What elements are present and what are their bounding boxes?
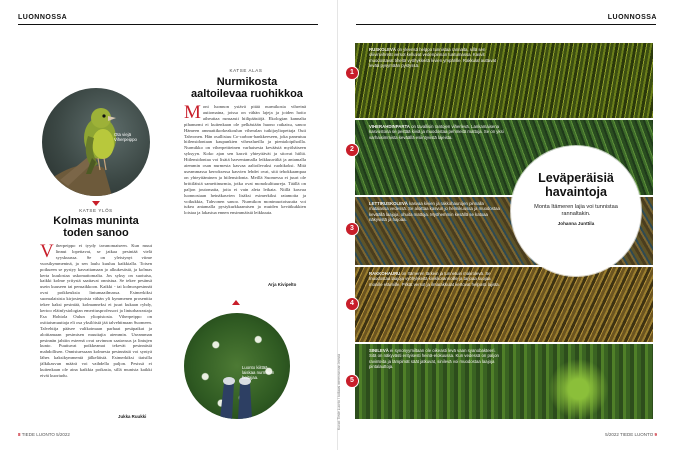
story2-body [184, 104, 306, 278]
story1-text: iherpeippo ei tyydy tavanomaiseen. Kun muut linnut lopettavat, se jatkaa pesintää vielä syyskuussa. Se on yleistynyt viime vuosikymmeninä, ja sen laulu kuuluu kaikkialla. Toisen poikueen se pystyy kasvattamaan jo alkukesästä, ja kolmas kerta kuulostaa uskomattomalta. Jos syksy on suotuisa, kaikki kolme yritystä saattavat onnistua. Se tekee pesänsä usein kuuseen tai pensaikkoon. Kaikki - tai kolmospesinnät ovat poikkeuksia lintumaailmassa. Esimerkiksi suomalaisista kirjosiepoista vähän yli kymmenen prosenttia tekee kaksi pesintää, kolmanneksi ei juuri kukaan ryhdy, kertoo eläinfysiologian emeritusprofessori ja linturharrastaja Esa Hohtola Oulun yliopistosta. Viherpeippo on osittaismuuttaja eli osa yksilöistä jää talvehtimaan Suomeen. Talvehtija pääsee valikoimaan parhaat pesäpaikat ja aloittamaan pesimisen muuttajia aiemmin. Useamman pesinnän jahtiin esteenä ovat ravinnon saatavuus ja lintujen kunto. Puuttuvat poikkeamat tekevät pesinnästä mahdollisen. Onnistuessaan kolmesta pesinnästä voi syntyä lähes kaksikymmentä jälkeläistä. Esimerkiksi tiaisilla jälkikasvun määrä voi vaihdella paljon. Pesissä ei kuitenkaan ole aina kaikkia poikasia, sillä munista kaikki eivät kuoriudu. [40, 243, 152, 378]
story1-body [40, 243, 152, 413]
strip-5-desc: ei synonyymiltaan ole oikeasti levä vaan syanobakteeri. Sitä on näkyvästi erityisesti heinä-elokuussa. Kun vedessä on paljon ravinteita ja lämpimät säät jatkuvat, sinilevä voi muodostaa laajoja pintalauttoja. [369, 348, 499, 370]
folio-right-number: 9 [654, 432, 657, 437]
grass-caption: Luonto kiittää laiskaa nurmikon hoitajaa. [242, 365, 275, 381]
story2-dropcap: M [184, 104, 201, 123]
folio-right-text: 5/2022 TIEDE LUONTO [605, 432, 654, 437]
folio-right [605, 432, 657, 437]
strip-2-name: VIHERAHDINPARTA [369, 124, 410, 129]
story1-kicker: KATSE YLÖS [79, 208, 113, 213]
strip-2-text [369, 124, 504, 140]
strip-4-name: RAKKOHAURU [369, 271, 401, 276]
seaweed-strip-1 [355, 43, 653, 118]
section-label-right: LUONNOSSA [607, 14, 657, 21]
strip-4-desc: on Itämeren tärkein ja tunnetuin makrolevä. Se muodostaa laajoja vyöhykkeitä kivikkorannoille ja tarjoaa suojaa monille eläimille. Pitkät versot ja ilmarakkulat kertovat helposti lajista. [369, 271, 500, 287]
section-label-left: LUONNOSSA [18, 14, 68, 21]
story2-signature: Arja Kivipelto [268, 282, 297, 287]
strip-1-desc: on yleensä helppo tunnistaa rannalta, sillä sen oliivinvihreät versot kelluvat vedenpinnan tuntumassa. Kasvit muodostavat tiheitä vyöhykkeitä kivien ympärille. Rakkulat auttavat levää pysymään pystyssä. [369, 47, 497, 69]
grass-photo [184, 313, 290, 419]
strip-4-text [369, 271, 504, 287]
strip-1-name: RUSKOLEVÄ [369, 47, 396, 52]
feature-subtitle: Monta Itämeren lajia voi tunnistaa rannaltakin. [534, 204, 618, 217]
number-badge-5: 5 [345, 374, 359, 388]
bird-photo [42, 88, 150, 196]
seaweed-strip-4 [355, 267, 653, 342]
number-badge-3: 3 [345, 222, 359, 236]
strip-3-name: LETTIRUSKOLEVÄ [369, 201, 408, 206]
story1-dropcap: V [40, 243, 54, 262]
strip-3-desc: kasvaa kivien ja rakkohaurojen pinnalla matalassa vedessä. Se aloittaa kasvun jo helmikuussa ja muodostaa keväällä laajoja, ohuita mattoja. Myöhemmin kesällä se katoaa näkyvistä ja hajoaa. [369, 201, 500, 223]
strip-5-name: SINILEVÄ [369, 348, 389, 353]
number-badge-4: 4 [345, 297, 359, 311]
strip-5-text [369, 348, 504, 370]
number-badge-2: 2 [345, 143, 359, 157]
red-marker-1 [92, 201, 100, 206]
folio-left-text: TIEDE LUONTO 5/2022 [21, 432, 70, 437]
header-rule-right [356, 24, 656, 25]
photo-credit: Kuvat: Tiede Luonto / kollaasi merenrannan levistä [337, 354, 341, 430]
story1-headline: Kolmas muninta toden sanoo [53, 215, 139, 239]
story2-kicker: KATSE ALAS [229, 68, 263, 73]
seaweed-strip-5 [355, 344, 653, 419]
feature-author: Johanna Junttila [557, 221, 595, 226]
bird-caption: Viherpeippo [114, 137, 137, 143]
strip-2-desc: on tavallisin rantojen viherlevä. Lankamaisena kasvustona se peittää kiviä ja muodostaa pehmeitä mattoja. Se on yksi varhaisimmista keväällä esiintyvistä lajeista. [369, 124, 504, 140]
red-marker-2 [232, 300, 240, 305]
folio-left-number: 8 [18, 432, 21, 437]
header-rule-left [18, 24, 318, 25]
feature-title: Leväperäisiä havaintoja [538, 171, 614, 199]
bird-caption-extra: Ota viejä [114, 132, 131, 137]
story2-text: oni luonnon ystävä pitää nurmikosta vihreinä autiomaina, joissa on vähän lajeja ja joiden hoito aiheuttaa runsaasti hiilipäästöjä. Ekologian kannalta pihanurmi ei kuitenkaan ole pelkästään huono ratkaisu, sanoo Hämeen ammattikorkeakoulun viheralan tutkijayliopettaja Outi Tahvonen. Hän osallistuu Co-carbon-hankkeeseen, joka paneutuu hiilensidontaan kaupunkien viheralueilla ja pientaloipihoilla. Nurmikko on viherpeitteinen varhaisesta keväästä myöhäiseen syksyyn. Koko ajan sen kasvit yhteyttävät ja sitovat hiiltä. Hiilensidontaa voi lisätä harventamalla leikkuuväliä ja antamalla aiemmin osan nurmesta kasvaa aaltoilevaksi ruohikoksi. Mitä useammassa kerroksessa kasvien lehdet ovat, sitä tehokkaampaa on yhteyttäminen ja hiilensidonta. Meillä Suomessa ei juuri ole brittiläisiä samettinurmia, jotka ovat monokulttuureja. Täällä on paljon joutomaita, joita ei vain aleta leikata. Niillä kasvaa luonnostaan heinäkasvien lisäksi esimerkiksi ratamoita ja voikukkia, Tahvonen sanoo. Nurmikon monimuotoisuutta voi tukea antamalla pystykurkkaamisen ja muiden kevätkukkien loistaa ja lakastua ennen ensimmäistä leikkuuta. [184, 104, 306, 216]
strip-1-text [369, 47, 504, 69]
strip-3-text [369, 201, 504, 223]
number-badge-1: 1 [345, 66, 359, 80]
story2-headline: Nurmikosta aaltoilevaa ruohikkoa [191, 76, 303, 100]
story1-signature: Jukka Ruukki [118, 414, 147, 419]
folio-left [18, 432, 70, 437]
